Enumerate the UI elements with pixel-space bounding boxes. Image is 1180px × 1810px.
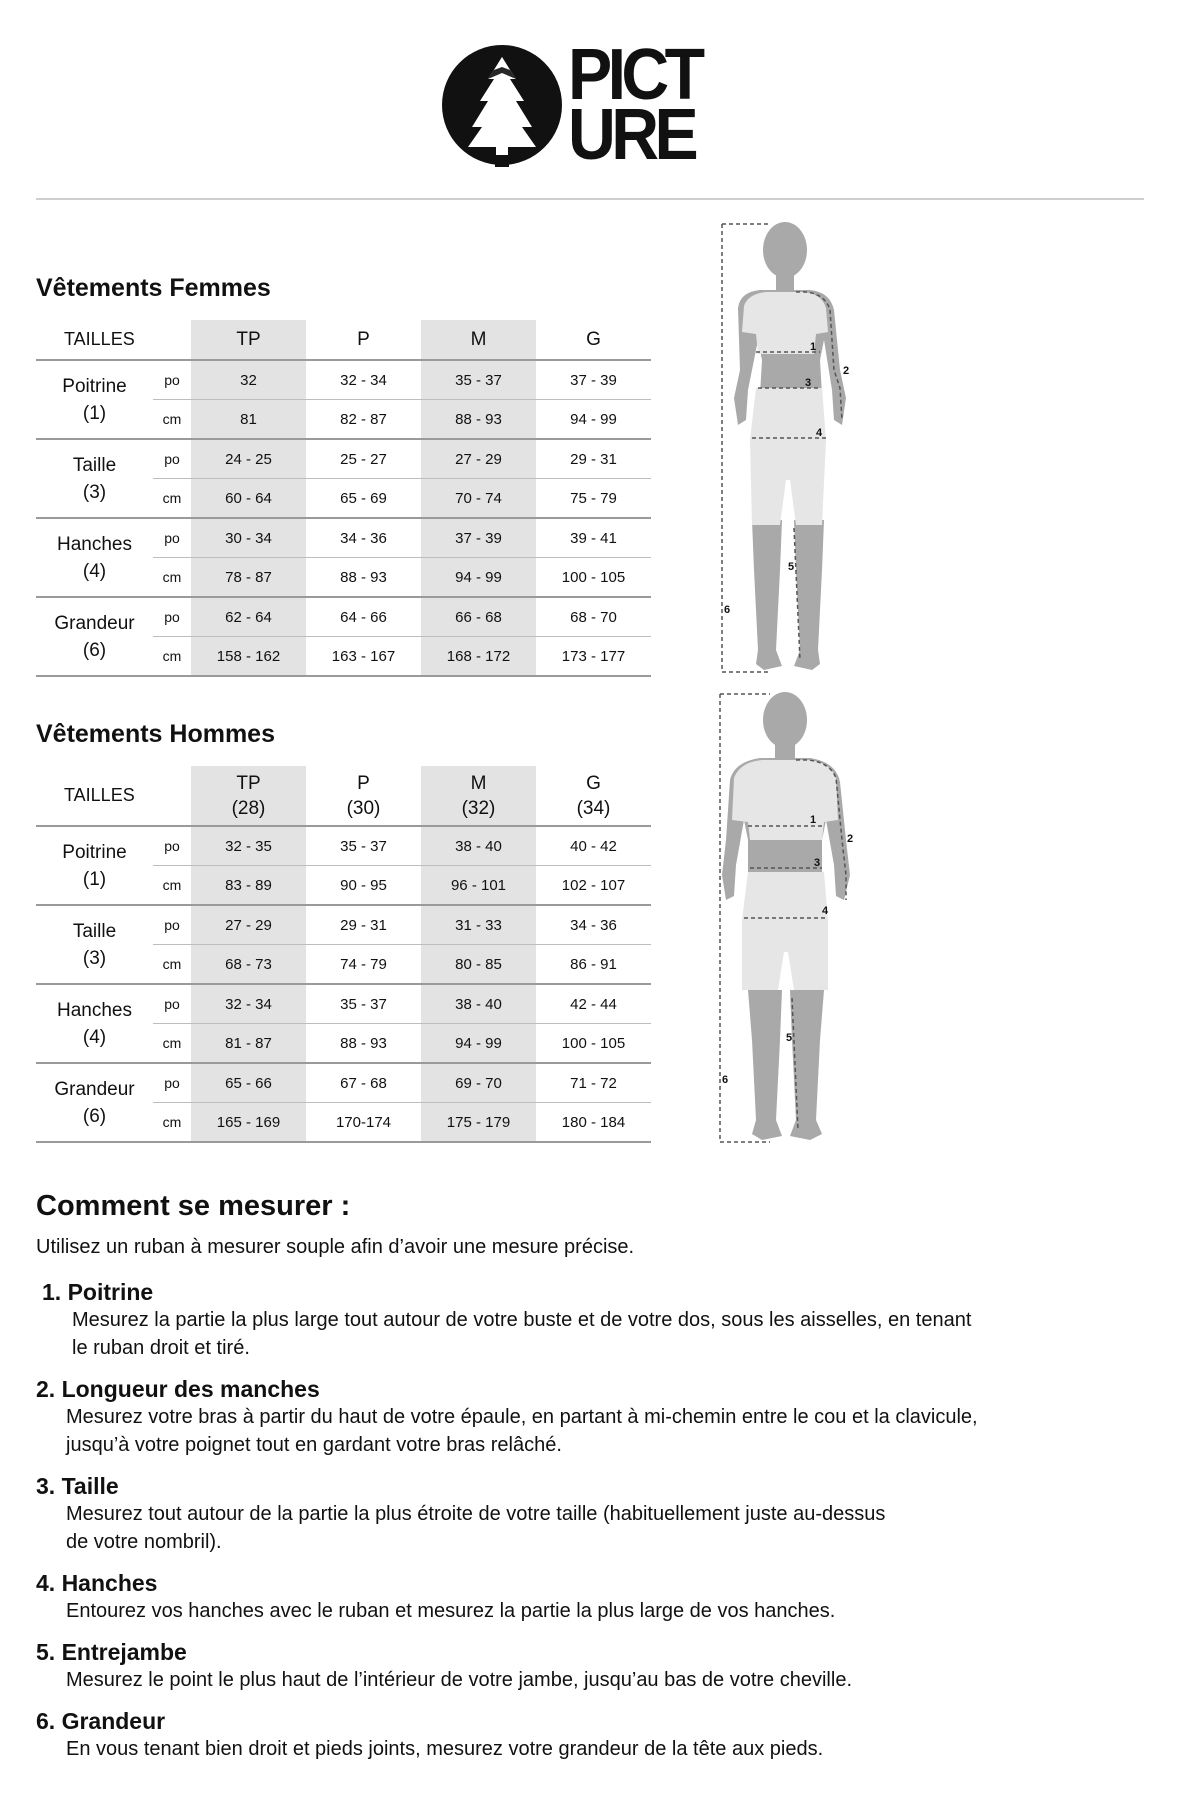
step-heading: 1. Poitrine xyxy=(42,1279,154,1305)
guide-intro: Utilisez un ruban à mesurer souple afin d’avoir une mesure précise. xyxy=(36,1236,635,1258)
women-section-title: Vêtements Femmes xyxy=(36,274,271,302)
value-cell: 88 - 93 xyxy=(421,400,536,440)
value-cell: 158 - 162 xyxy=(191,637,306,677)
unit-cell: cm xyxy=(153,400,191,440)
marker-3: 3 xyxy=(805,377,812,389)
step-line: jusqu’à votre poignet tout en gardant votre bras relâché. xyxy=(66,1434,562,1456)
row-label-text: Taille xyxy=(72,920,117,942)
men-section-title: Vêtements Hommes xyxy=(36,720,275,748)
value-cell: 32 xyxy=(191,360,306,400)
value-cell: 68 - 73 xyxy=(191,945,306,985)
value-cell: 81 - 87 xyxy=(191,1024,306,1064)
row-label-text: Poitrine xyxy=(62,375,127,397)
value-cell: 29 - 31 xyxy=(306,905,421,945)
size-waist: (28) xyxy=(231,797,266,819)
table-row xyxy=(36,518,651,558)
unit-cell: cm xyxy=(153,866,191,906)
step-manches xyxy=(36,1375,1146,1459)
value-cell: 37 - 39 xyxy=(421,518,536,558)
header-tailles: TAILLES xyxy=(36,766,191,826)
marker-1: 1 xyxy=(810,341,817,353)
size-name: P xyxy=(357,772,370,794)
row-label-num: (4) xyxy=(82,1026,107,1048)
size-header-p xyxy=(306,766,421,826)
step-heading: 6. Grandeur xyxy=(36,1708,166,1734)
step-grandeur xyxy=(36,1707,1146,1763)
row-label xyxy=(36,1063,153,1142)
step-line: En vous tenant bien droit et pieds joints, mesurez votre grandeur de la tête aux pieds. xyxy=(66,1738,824,1760)
row-label-num: (6) xyxy=(82,639,107,661)
row-label-num: (3) xyxy=(82,947,107,969)
value-cell: 38 - 40 xyxy=(421,984,536,1024)
unit-cell: po xyxy=(153,360,191,400)
unit-cell: po xyxy=(153,1063,191,1103)
value-cell: 38 - 40 xyxy=(421,826,536,866)
step-poitrine xyxy=(42,1278,1152,1362)
size-header-g xyxy=(536,766,651,826)
row-label xyxy=(36,826,153,905)
value-cell: 71 - 72 xyxy=(536,1063,651,1103)
step-entrejambe xyxy=(36,1638,1146,1694)
value-cell: 39 - 41 xyxy=(536,518,651,558)
row-label xyxy=(36,597,153,676)
value-cell: 27 - 29 xyxy=(421,439,536,479)
unit-cell: cm xyxy=(153,479,191,519)
marker-3: 3 xyxy=(814,857,821,869)
woman-measurement-figure xyxy=(700,220,880,680)
women-size-table xyxy=(36,320,651,677)
value-cell: 40 - 42 xyxy=(536,826,651,866)
value-cell: 100 - 105 xyxy=(536,558,651,598)
unit-cell: cm xyxy=(153,1024,191,1064)
value-cell: 29 - 31 xyxy=(536,439,651,479)
step-line: Mesurez votre bras à partir du haut de votre épaule, en partant à mi-chemin entre le cou et la clavicule, xyxy=(66,1406,978,1428)
header-divider xyxy=(36,198,1144,200)
row-label-text: Taille xyxy=(72,454,117,476)
value-cell: 170-174 xyxy=(306,1103,421,1143)
step-taille xyxy=(36,1472,1146,1556)
marker-1: 1 xyxy=(810,814,817,826)
brand-logo xyxy=(440,35,740,175)
value-cell: 82 - 87 xyxy=(306,400,421,440)
guide-title: Comment se mesurer : xyxy=(36,1190,351,1222)
row-label-num: (1) xyxy=(82,868,107,890)
value-cell: 34 - 36 xyxy=(536,905,651,945)
value-cell: 42 - 44 xyxy=(536,984,651,1024)
row-label xyxy=(36,518,153,597)
row-label-num: (6) xyxy=(82,1105,107,1127)
value-cell: 75 - 79 xyxy=(536,479,651,519)
row-label-text: Hanches xyxy=(57,999,132,1021)
value-cell: 88 - 93 xyxy=(306,1024,421,1064)
row-label xyxy=(36,984,153,1063)
unit-cell: po xyxy=(153,905,191,945)
marker-2: 2 xyxy=(847,833,854,845)
size-name: M xyxy=(470,772,487,794)
size-header-tp xyxy=(191,766,306,826)
value-cell: 81 xyxy=(191,400,306,440)
value-cell: 32 - 35 xyxy=(191,826,306,866)
value-cell: 68 - 70 xyxy=(536,597,651,637)
unit-cell: po xyxy=(153,826,191,866)
value-cell: 32 - 34 xyxy=(191,984,306,1024)
value-cell: 78 - 87 xyxy=(191,558,306,598)
size-name: G xyxy=(586,772,601,794)
table-row xyxy=(36,905,651,945)
value-cell: 69 - 70 xyxy=(421,1063,536,1103)
unit-cell: cm xyxy=(153,1103,191,1143)
value-cell: 35 - 37 xyxy=(306,984,421,1024)
value-cell: 35 - 37 xyxy=(421,360,536,400)
step-heading: 4. Hanches xyxy=(36,1570,158,1596)
unit-cell: cm xyxy=(153,945,191,985)
value-cell: 30 - 34 xyxy=(191,518,306,558)
value-cell: 31 - 33 xyxy=(421,905,536,945)
size-waist: (32) xyxy=(461,797,496,819)
table-row xyxy=(36,826,651,866)
row-label-num: (3) xyxy=(82,481,107,503)
step-heading: 3. Taille xyxy=(36,1473,119,1499)
step-hanches xyxy=(36,1569,1146,1625)
size-waist: (34) xyxy=(576,797,611,819)
value-cell: 66 - 68 xyxy=(421,597,536,637)
men-size-table xyxy=(36,766,651,1143)
value-cell: 90 - 95 xyxy=(306,866,421,906)
row-label-text: Grandeur xyxy=(54,612,135,634)
unit-cell: cm xyxy=(153,558,191,598)
size-header-g: G xyxy=(536,320,651,360)
row-label-num: (1) xyxy=(82,402,107,424)
value-cell: 80 - 85 xyxy=(421,945,536,985)
table-row xyxy=(36,1063,651,1103)
value-cell: 94 - 99 xyxy=(536,400,651,440)
row-label-text: Hanches xyxy=(57,533,132,555)
value-cell: 37 - 39 xyxy=(536,360,651,400)
header-tailles: TAILLES xyxy=(36,320,191,360)
value-cell: 32 - 34 xyxy=(306,360,421,400)
value-cell: 94 - 99 xyxy=(421,1024,536,1064)
value-cell: 173 - 177 xyxy=(536,637,651,677)
size-header-p: P xyxy=(306,320,421,360)
value-cell: 83 - 89 xyxy=(191,866,306,906)
value-cell: 62 - 64 xyxy=(191,597,306,637)
unit-cell: po xyxy=(153,439,191,479)
value-cell: 94 - 99 xyxy=(421,558,536,598)
value-cell: 86 - 91 xyxy=(536,945,651,985)
row-label xyxy=(36,439,153,518)
table-row xyxy=(36,439,651,479)
marker-4: 4 xyxy=(822,905,829,917)
row-label xyxy=(36,360,153,439)
step-line: le ruban droit et tiré. xyxy=(72,1337,250,1359)
marker-6: 6 xyxy=(724,604,731,616)
value-cell: 175 - 179 xyxy=(421,1103,536,1143)
table-row xyxy=(36,984,651,1024)
size-header-tp: TP xyxy=(191,320,306,360)
marker-4: 4 xyxy=(816,427,823,439)
value-cell: 100 - 105 xyxy=(536,1024,651,1064)
value-cell: 60 - 64 xyxy=(191,479,306,519)
value-cell: 65 - 66 xyxy=(191,1063,306,1103)
value-cell: 180 - 184 xyxy=(536,1103,651,1143)
brand-word-line1: PICT xyxy=(568,35,701,115)
marker-2: 2 xyxy=(843,365,850,377)
value-cell: 67 - 68 xyxy=(306,1063,421,1103)
row-label-text: Grandeur xyxy=(54,1078,135,1100)
value-cell: 165 - 169 xyxy=(191,1103,306,1143)
size-header-m: M xyxy=(421,320,536,360)
row-label-text: Poitrine xyxy=(62,841,127,863)
value-cell: 25 - 27 xyxy=(306,439,421,479)
unit-cell: cm xyxy=(153,637,191,677)
row-label xyxy=(36,905,153,984)
value-cell: 64 - 66 xyxy=(306,597,421,637)
size-header-m xyxy=(421,766,536,826)
tree-logo-icon xyxy=(440,43,565,168)
man-measurement-figure xyxy=(700,690,880,1150)
value-cell: 70 - 74 xyxy=(421,479,536,519)
step-line: Mesurez tout autour de la partie la plus étroite de votre taille (habituellement juste au-dessus xyxy=(66,1503,886,1525)
value-cell: 34 - 36 xyxy=(306,518,421,558)
unit-cell: po xyxy=(153,518,191,558)
unit-cell: po xyxy=(153,984,191,1024)
value-cell: 65 - 69 xyxy=(306,479,421,519)
value-cell: 168 - 172 xyxy=(421,637,536,677)
value-cell: 35 - 37 xyxy=(306,826,421,866)
step-heading: 5. Entrejambe xyxy=(36,1639,187,1665)
value-cell: 88 - 93 xyxy=(306,558,421,598)
step-line: Mesurez le point le plus haut de l’intérieur de votre jambe, jusqu’au bas de votre cheville. xyxy=(66,1669,852,1691)
value-cell: 102 - 107 xyxy=(536,866,651,906)
size-name: TP xyxy=(236,772,261,794)
step-line: Entourez vos hanches avec le ruban et mesurez la partie la plus large de vos hanches. xyxy=(66,1600,836,1622)
step-heading: 2. Longueur des manches xyxy=(36,1376,320,1402)
size-waist: (30) xyxy=(346,797,381,819)
marker-6: 6 xyxy=(722,1074,729,1086)
value-cell: 96 - 101 xyxy=(421,866,536,906)
value-cell: 27 - 29 xyxy=(191,905,306,945)
value-cell: 74 - 79 xyxy=(306,945,421,985)
table-row xyxy=(36,597,651,637)
step-line: Mesurez la partie la plus large tout autour de votre buste et de votre dos, sous les aisselles, en tenant xyxy=(72,1309,972,1331)
value-cell: 24 - 25 xyxy=(191,439,306,479)
step-line: de votre nombril). xyxy=(66,1531,222,1553)
marker-5: 5 xyxy=(786,1032,793,1044)
table-row xyxy=(36,360,651,400)
brand-word-line2: URE xyxy=(568,95,695,175)
row-label-num: (4) xyxy=(82,560,107,582)
value-cell: 163 - 167 xyxy=(306,637,421,677)
marker-5: 5 xyxy=(788,561,795,573)
unit-cell: po xyxy=(153,597,191,637)
